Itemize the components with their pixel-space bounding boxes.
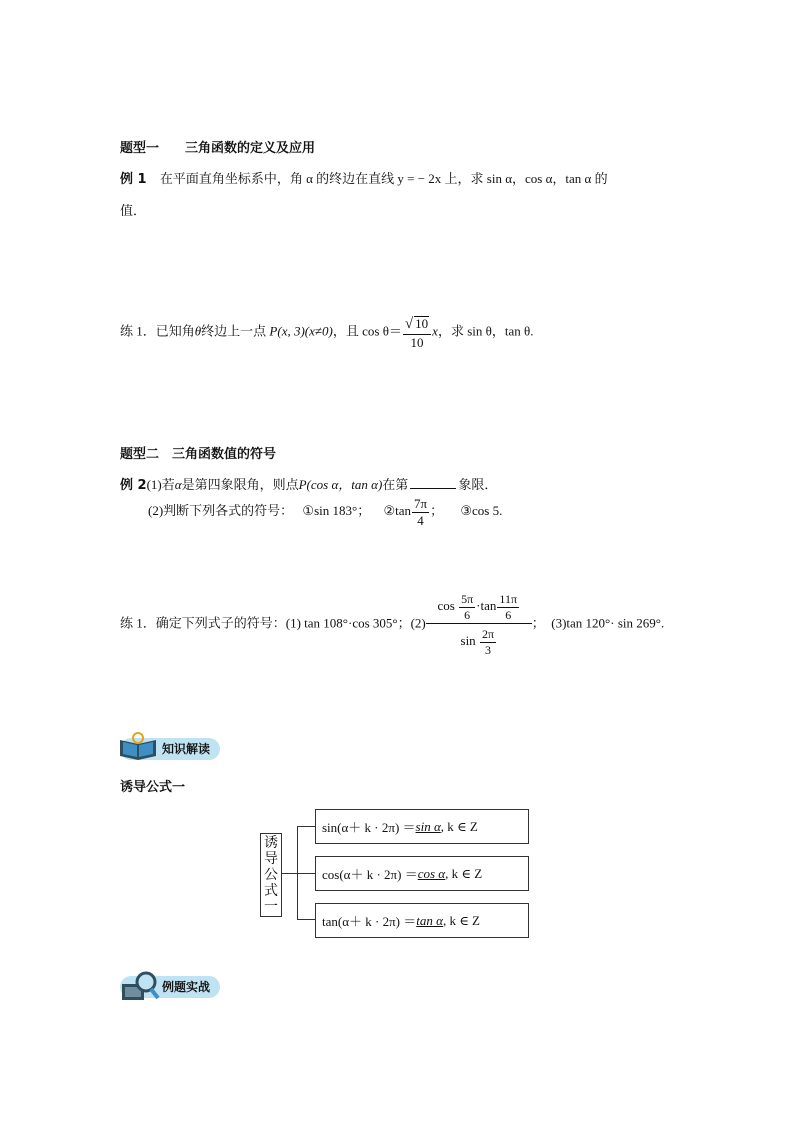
item2-pre: ②tan: [383, 503, 411, 519]
example1-label: 例 1: [120, 172, 147, 187]
formula-vertical-label: 诱 导 公 式 一: [260, 833, 282, 917]
formula-row-sin: sin(α＋ k · 2π) ＝ sin α , k ∈ Z: [315, 809, 529, 844]
formula-row-tan: tan(α＋ k · 2π) ＝ tan α , k ∈ Z: [315, 903, 529, 938]
sqrt-icon: √: [404, 316, 414, 332]
example2-label: 例 2: [120, 478, 147, 493]
connector-top: [297, 826, 315, 827]
sqrt10-over-10-fraction: [403, 316, 431, 349]
practice2-prefix: 练 1．确定下列式子的符号：(1) tan 108°·cos 305°；(2): [120, 615, 426, 631]
practice1-point: P(x, 3)(x≠0): [269, 323, 333, 339]
example2-part1-post: 在第: [382, 477, 409, 492]
item3: ③cos 5.: [460, 503, 503, 519]
tan-answer: tan α: [416, 912, 443, 928]
open-book-icon: [118, 730, 160, 762]
connector-mid: [297, 873, 315, 874]
connector-h: [281, 873, 297, 874]
example2-part1-mid: 是第四象限角，则点: [181, 477, 299, 492]
example2-part2-pre: (2)判断下列各式的符号：: [148, 503, 294, 519]
fraction-denominator: 10: [410, 334, 424, 350]
example1: [120, 168, 608, 187]
practice1-mid: 终边上一点: [201, 323, 267, 339]
section1-title: 题型一 三角函数的定义及应用: [120, 141, 316, 156]
fraction-numerator: 10: [415, 316, 429, 331]
example2-part2: [148, 497, 502, 527]
seven-pi-over-four-fraction: $\frac{7\pi}{4}$: [414, 496, 428, 528]
example2-part1-pre: (1)若: [146, 477, 175, 492]
examples-badge-label: 例题实战: [120, 976, 220, 998]
practice1-cond: ，且 cos θ＝: [332, 323, 402, 339]
example2-part1-end: 象限．: [458, 477, 498, 492]
answer-blank[interactable]: [410, 476, 456, 489]
alpha-symbol: α: [174, 477, 182, 492]
section2-title: 题型二 三角函数值的符号: [120, 447, 277, 462]
example2-point: P(cos α，tan α): [298, 477, 383, 492]
formula-title: 诱导公式一: [120, 780, 186, 795]
theta-symbol: θ: [194, 323, 202, 339]
example1-text: 在平面直角坐标系中，角 α 的终边在直线 y = − 2x 上，求 sin α，cos α，tan α 的: [159, 171, 608, 186]
practice1-s1: [120, 316, 533, 349]
knowledge-badge: [120, 738, 220, 760]
cos-answer: cos α: [417, 865, 446, 881]
item1: ①sin 183°；: [302, 503, 371, 519]
practice1-prefix: 练 1．已知角: [120, 323, 195, 339]
variable-x: x: [432, 323, 438, 339]
example2-part1: [120, 474, 497, 493]
connector-bottom: [297, 919, 315, 920]
example1-text-cont: 值．: [120, 203, 147, 218]
item2-post: ；: [430, 503, 444, 519]
practice1-tail: ，求 sin θ，tan θ.: [437, 323, 534, 339]
sin-answer: sin α: [415, 818, 441, 834]
practice2-tail: ； (3)tan 120°· sin 269°.: [531, 615, 665, 631]
knowledge-badge-label: 知识解读: [120, 738, 220, 760]
examples-badge: [120, 976, 220, 998]
magnifier-icon: [120, 970, 162, 1004]
formula-row-cos: cos(α＋ k · 2π) ＝ cos α , k ∈ Z: [315, 856, 529, 891]
compound-fraction: cos $\frac{5\pi}{6}$ ·tan $\frac{11\pi}{6}$ sin $\frac{2\pi}{3}$: [426, 593, 532, 656]
practice1-s2: [120, 593, 664, 656]
